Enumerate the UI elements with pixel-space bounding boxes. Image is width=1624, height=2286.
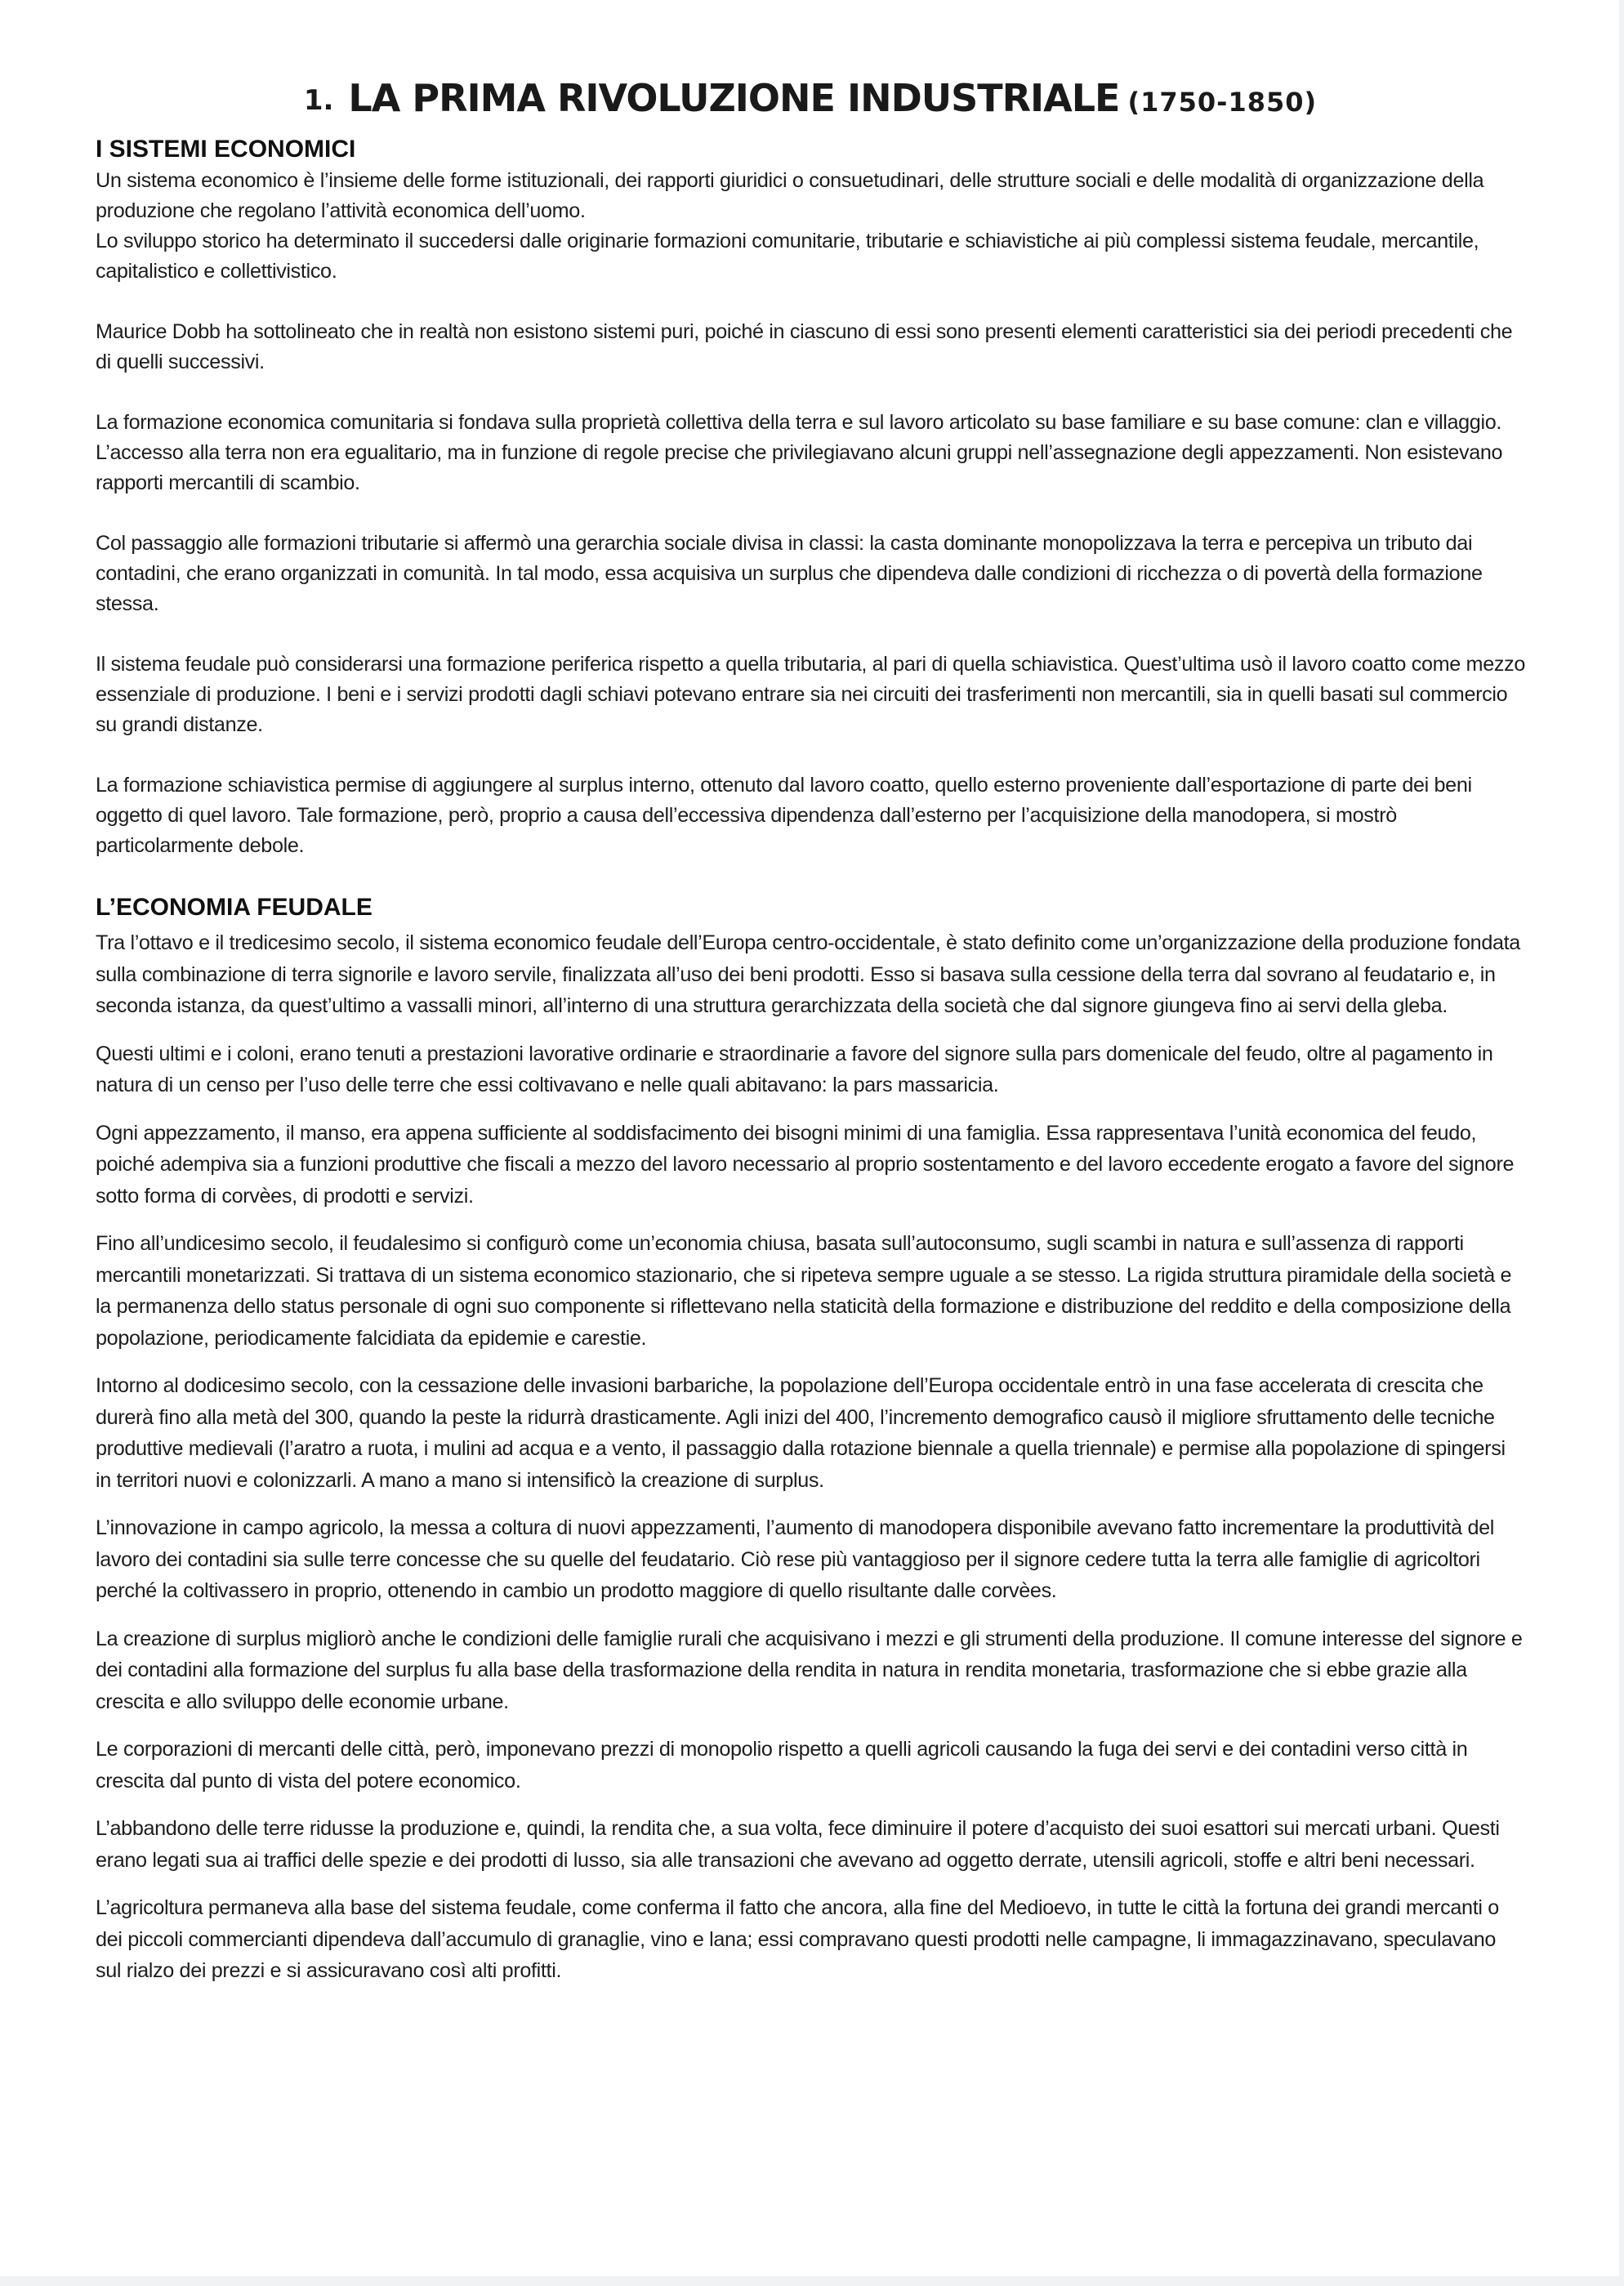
paragraph: L’abbandono delle terre ridusse la produzione e, quindi, la rendita che, a sua volta, fece diminuire il potere d’acquisto dei suoi esattori sui mercati urbani. Questi erano legati sua ai traffici delle spezie e dei prodotti di lusso, sia alle transazioni che avevano ad oggetto derrate, utensili agricoli, stoffe e altri beni necessari. bbox=[96, 1817, 1500, 1872]
paragraph: Lo sviluppo storico ha determinato il succedersi dalle originarie formazioni comunitarie, tributarie e schiavistiche ai più complessi sistema feudale, mercantile, capitalistico e collettivistico. bbox=[96, 230, 1479, 283]
paragraph: La formazione schiavistica permise di aggiungere al surplus interno, ottenuto dal lavoro coatto, quello esterno proveniente dall’esportazione di parte dei beni oggetto di quel lavoro. Tale formazione, però, proprio a causa dell’eccessiva dipendenza dall’esterno per l’acquisizione della manodopera, si mostrò particolarmente debole. bbox=[96, 774, 1472, 857]
section-sistemi-economici bbox=[96, 133, 1525, 861]
paragraph: L’innovazione in campo agricolo, la messa a coltura di nuovi appezzamenti, l’aumento di manodopera disponibile avevano fatto incrementare la produttività del lavoro dei contadini sia sulle terre concesse che su quelle del feudatario. Ciò rese più vantaggioso per il signore cedere tutta la terra alle famiglie di agricoltori perché la coltivassero in proprio, ottenendo in cambio un prodotto maggiore di quello risultante dalle corvèes. bbox=[96, 1516, 1495, 1602]
paragraph: Fino all’undicesimo secolo, il feudalesimo si configurò come un’economia chiusa, basata sull’autoconsumo, sugli scambi in natura e sull’assenza di rapporti mercantili monetarizzati. Si trattava di un sistema economico stazionario, che si ripeteva sempre uguale a se stesso. La rigida struttura piramidale della società e la permanenza dello status personale di ogni suo componente si riflettevano nella staticità della formazione e distribuzione del reddito e della composizione della popolazione, periodicamente falcidiata da epidemie e carestie. bbox=[96, 1232, 1512, 1350]
chapter-years: (1750-1850) bbox=[1127, 87, 1318, 118]
paragraph: Col passaggio alle formazioni tributarie si affermò una gerarchia sociale divisa in classi: la casta dominante monopolizzava la terra e percepiva un tributo dai contadini, che erano organizzati in comunità. In tal modo, essa acquisiva un surplus che dipendeva dalle condizioni di ricchezza o di povertà della formazione stessa. bbox=[96, 532, 1483, 615]
chapter-number: 1. bbox=[303, 84, 334, 117]
paragraph: Ogni appezzamento, il manso, era appena sufficiente al soddisfacimento dei bisogni minimi di una famiglia. Essa rappresentava l’unità economica del feudo, poiché adempiva sia a funzioni produttive che fiscali a mezzo del lavoro necessario al proprio sostentamento e del lavoro eccedente erogato a favore del signore sotto forma di corvèes, di prodotti e servizi. bbox=[96, 1121, 1515, 1208]
paragraph: La formazione economica comunitaria si fondava sulla proprietà collettiva della terra e sul lavoro articolato su base familiare e su base comune: clan e villaggio. L’accesso alla terra non era egualitario, ma in funzione di regole precise che privilegiavano alcuni gruppi nell’assegnazione degli appezzamenti. Non esistevano rapporti mercantili di scambio. bbox=[96, 411, 1503, 494]
document-title bbox=[96, 75, 1525, 125]
section-heading: I SISTEMI ECONOMICI bbox=[96, 136, 356, 163]
section-heading: L’ECONOMIA FEUDALE bbox=[96, 894, 373, 921]
chapter-title: LA PRIMA RIVOLUZIONE INDUSTRIALE bbox=[348, 76, 1120, 120]
paragraph: Intorno al dodicesimo secolo, con la cessazione delle invasioni barbariche, la popolazione dell’Europa occidentale entrò in una fase accelerata di crescita che durerà fino alla metà del 300, quando la peste la ridurrà drasticamente. Agli inizi del 400, l’incremento demografico causò il migliore sfruttamento delle tecniche produttive medievali (l’aratro a ruota, i mulini ad acqua e a vento, il passaggio dalla rotazione biennale a quella triennale) e permise alla popolazione di spingersi in territori nuovi e colonizzarli. A mano a mano si intensificò la creazione di surplus. bbox=[96, 1374, 1506, 1492]
paragraph: Tra l’ottavo e il tredicesimo secolo, il sistema economico feudale dell’Europa centro-occidentale, è stato definito come un’organizzazione della produzione fondata sulla combinazione di terra signorile e lavoro servile, finalizzata all’uso dei beni prodotti. Esso si basava sulla cessione della terra dal sovrano al feudatario e, in seconda istanza, da quest’ultimo a vassalli minori, all’interno di una struttura gerarchizzata della società che dal signore giungeva fino ai servi della gleba. bbox=[96, 931, 1520, 1017]
paragraph: Questi ultimi e i coloni, erano tenuti a prestazioni lavorative ordinarie e straordinarie a favore del signore sulla pars domenicale del feudo, oltre al pagamento in natura di un censo per l’uso delle terre che essi coltivavano e nelle quali abitavano: la pars massaricia. bbox=[96, 1042, 1493, 1096]
paragraph: La creazione di surplus migliorò anche le condizioni delle famiglie rurali che acquisivano i mezzi e gli strumenti della produzione. Il comune interesse del signore e dei contadini alla formazione del surplus fu alla base della trasformazione della rendita in natura in rendita monetaria, trasformazione che si ebbe grazie alla crescita e allo sviluppo delle economie urbane. bbox=[96, 1627, 1523, 1713]
document-content bbox=[96, 75, 1525, 2003]
paragraph: Un sistema economico è l’insieme delle forme istituzionali, dei rapporti giuridici o consuetudinari, delle strutture sociali e delle modalità di organizzazione della produzione che regolano l’attività economica dell’uomo. bbox=[96, 169, 1484, 222]
paragraph: Maurice Dobb ha sottolineato che in realtà non esistono sistemi puri, poiché in ciascuno di essi sono presenti elementi caratteristici sia dei periodi precedenti che di quelli successivi. bbox=[96, 320, 1513, 373]
paragraph: Le corporazioni di mercanti delle città, però, imponevano prezzi di monopolio rispetto a quelli agricoli causando la fuga dei servi e dei contadini verso città in crescita dal punto di vista del potere economico. bbox=[96, 1738, 1468, 1793]
paragraph: L’agricoltura permaneva alla base del sistema feudale, come conferma il fatto che ancora, alla fine del Medioevo, in tutte le città la fortuna dei grandi mercanti o dei piccoli commercianti dipendeva dall’accumulo di granaglie, vino e lana; essi compravano questi prodotti nelle campagne, li immagazzinavano, speculavano sul rialzo dei prezzi e si assicuravano così alti profitti. bbox=[96, 1896, 1499, 1982]
paragraph: Il sistema feudale può considerarsi una formazione periferica rispetto a quella tributaria, al pari di quella schiavistica. Quest’ultima usò il lavoro coatto come mezzo essenziale di produzione. I beni e i servizi prodotti dagli schiavi potevano entrare sia nei circuiti dei trasferimenti non mercantili, sia in quelli basati sul commercio su grandi distanze. bbox=[96, 653, 1525, 736]
section-economia-feudale bbox=[96, 891, 1525, 1987]
